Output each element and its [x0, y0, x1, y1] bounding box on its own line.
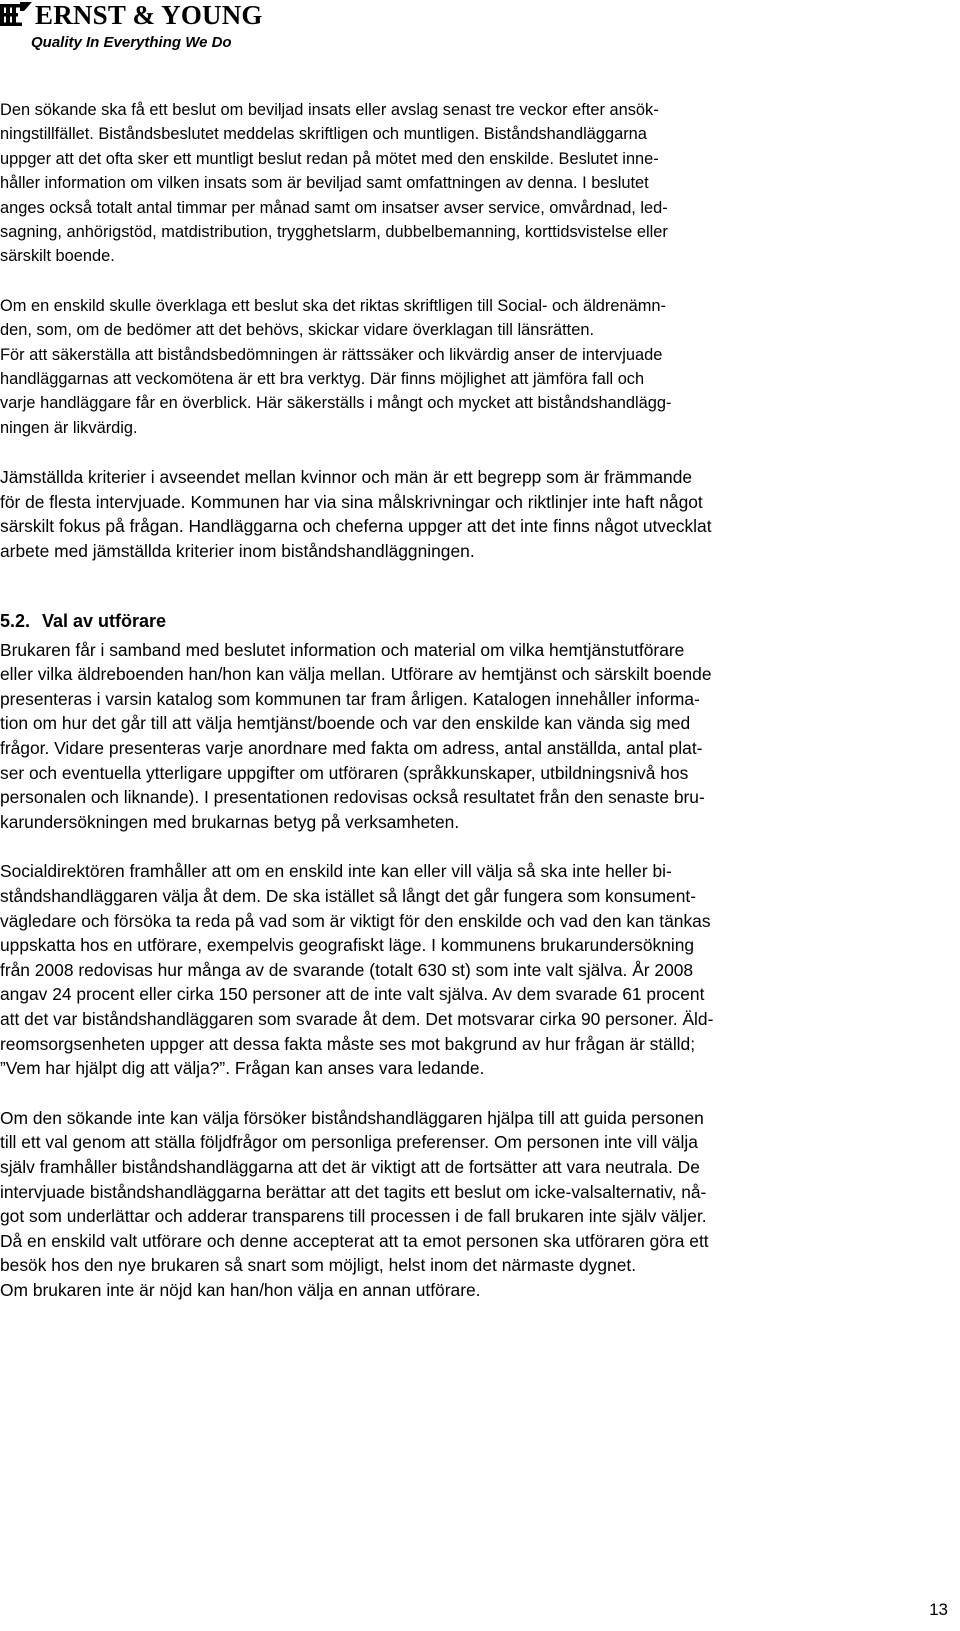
- text-line: Om en enskild skulle överklaga ett beslut ska det riktas skriftligen till Social- och äldrenämn-: [0, 296, 666, 315]
- section-heading: [0, 609, 930, 633]
- text-line: karundersökningen med brukarnas betyg på verksamheten.: [0, 811, 460, 832]
- text-line: intervjuade biståndshandläggarna berättar att det tagits ett beslut om icke-valsalternativ, nå-: [0, 1181, 707, 1202]
- text-line: uppskatta hos en utförare, exempelvis geografiskt läge. I kommunens brukarundersökning: [0, 935, 695, 956]
- text-line: eller vilka äldreboenden han/hon kan välja mellan. Utförare av hemtjänst och särskilt boende: [0, 664, 712, 685]
- text-line: För att säkerställa att biståndsbedömningen är rättssäker och likvärdig anser de intervjuade: [0, 345, 663, 364]
- text-line: Jämställda kriterier i avseendet mellan kvinnor och män är ett begrepp som är främmande: [0, 467, 693, 488]
- text-line: handläggarnas att veckomötena är ett bra verktyg. Där finns möjlighet att jämföra fall och: [0, 370, 645, 389]
- text-line: ser och eventuella ytterligare uppgifter om utföraren (språkkunskaper, utbildningsnivå hos: [0, 762, 689, 783]
- text-line: den, som, om de bedömer att det behövs, skickar vidare överklagan till länsrätten.: [0, 321, 595, 340]
- ernst-young-logo-icon: [0, 2, 32, 26]
- text-line: reomsorgsenheten uppger att dessa fakta måste ses mot bakgrund av hur frågan är ställd;: [0, 1033, 696, 1054]
- text-line: ningstillfället. Biståndsbeslutet meddelas skriftligen och muntligen. Biståndshandläggarna: [0, 125, 647, 144]
- section-title: Val av utförare: [42, 610, 167, 631]
- text-line: besök hos den nye brukaren så snart som möjligt, helst inom det närmaste dygnet.: [0, 1255, 637, 1276]
- text-line: Socialdirektören framhåller att om en enskild inte kan eller vill välja så ska inte heller bi-: [0, 861, 672, 882]
- text-line: got som underlättar och adderar transparens till processen i de fall brukaren inte själv väljer.: [0, 1206, 707, 1227]
- text-line: anges också totalt antal timmar per månad samt om insatser avser service, omvårdnad, led-: [0, 198, 668, 217]
- paragraph-guidance: [0, 1106, 930, 1303]
- text-line: sagning, anhörigstöd, matdistribution, trygghetslarm, dubbelbemanning, korttidsvistelse eller: [0, 223, 668, 242]
- brand-tagline: Quality In Everything We Do: [31, 34, 232, 51]
- text-line: ningen är likvärdig.: [0, 418, 138, 437]
- text-line: varje handläggare får en överblick. Här säkerställs i mångt och mycket att biståndshandlägg-: [0, 394, 672, 413]
- text-line: Om brukaren inte är nöjd kan han/hon välja en annan utförare.: [0, 1279, 481, 1300]
- text-line: tion om hur det går till att välja hemtjänst/boende och var den enskilde kan vända sig med: [0, 713, 691, 734]
- paragraph-appeal: [0, 294, 930, 440]
- text-line: Om den sökande inte kan välja försöker biståndshandläggaren hjälpa till att guida personen: [0, 1107, 704, 1128]
- text-line: Då en enskild valt utförare och denne accepterat att ta emot personen ska utföraren göra ett: [0, 1230, 709, 1251]
- paragraph-social-director: [0, 859, 930, 1080]
- page-number: 13: [929, 1600, 948, 1619]
- text-line: Den sökande ska få ett beslut om beviljad insats eller avslag senast tre veckor efter ansök-: [0, 101, 659, 119]
- text-line: ståndshandläggaren välja åt dem. De ska istället så långt det går fungera som konsument-: [0, 886, 697, 906]
- text-line: håller information om vilken insats som är beviljad samt omfattningen av denna. I beslutet: [0, 174, 649, 193]
- text-line: Brukaren får i samband med beslutet information och material om vilka hemtjänstutförare: [0, 639, 685, 660]
- text-line: särskilt fokus på frågan. Handläggarna och cheferna uppger att det inte finns något utvecklat: [0, 516, 712, 537]
- text-line: ”Vem har hjälpt dig att välja?”. Frågan kan anses vara ledande.: [0, 1058, 485, 1079]
- section-number: 5.2.: [0, 610, 31, 631]
- document-body: [0, 98, 930, 1303]
- text-line: särskilt boende.: [0, 247, 115, 266]
- text-line: själv framhåller biståndshandläggarna att det är viktigt att de fortsätter att vara neutrala. De: [0, 1156, 700, 1177]
- text-line: från 2008 redovisas hur många av de svarande (totalt 630 st) som inte valt själva. År 2008: [0, 959, 694, 980]
- text-line: för de flesta intervjuade. Kommunen har via sina målskrivningar och riktlinjer inte haft något: [0, 491, 703, 512]
- text-line: angav 24 procent eller cirka 150 personer att de inte valt själva. Av dem svarade 61 procent: [0, 984, 705, 1005]
- text-line: arbete med jämställda kriterier inom biståndshandläggningen.: [0, 541, 475, 562]
- text-line: uppger att det ofta sker ett muntligt beslut redan på mötet med den enskilde. Beslutet inne-: [0, 149, 659, 168]
- paragraph-provider-info: [0, 638, 930, 835]
- paragraph-equality: [0, 465, 930, 563]
- text-line: till ett val genom att ställa följdfrågor om personliga preferenser. Om personen inte vill välja: [0, 1132, 698, 1153]
- brand-name: ERNST & YOUNG: [35, 0, 263, 30]
- text-line: frågor. Vidare presenteras varje anordnare med fakta om adress, antal anställda, antal plat-: [0, 738, 703, 759]
- page-header: [0, 0, 300, 60]
- text-line: att det var biståndshandläggaren som svarade åt dem. Det motsvarar cirka 90 personer. Äld-: [0, 1008, 714, 1029]
- text-line: vägledare och försöka ta reda på vad som är viktigt för den enskilde och vad den kan tänkas: [0, 910, 711, 931]
- paragraph-decision: [0, 98, 930, 269]
- text-line: personalen och liknande). I presentationen redovisas också resultatet från den senaste bru-: [0, 787, 705, 808]
- text-line: presenteras i varsin katalog som kommunen tar fram årligen. Katalogen innehåller informa-: [0, 688, 700, 709]
